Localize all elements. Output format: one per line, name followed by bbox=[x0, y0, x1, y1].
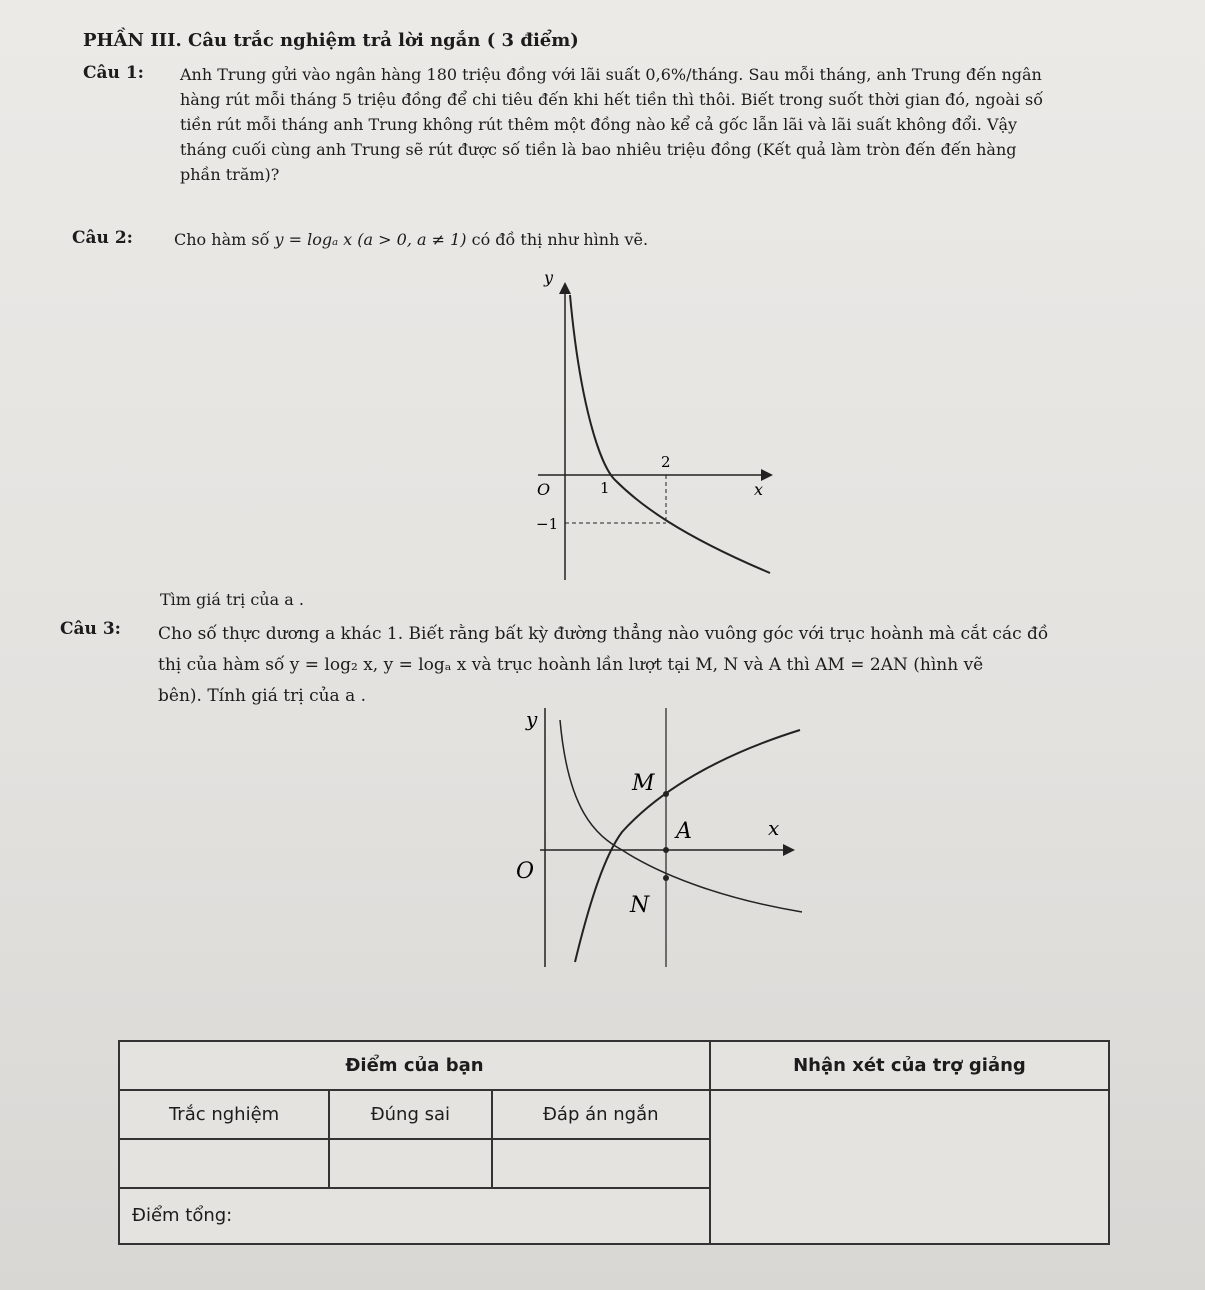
tf-score-cell[interactable] bbox=[329, 1139, 491, 1188]
total-score-cell: Điểm tổng: bbox=[119, 1188, 710, 1244]
score-table bbox=[118, 1040, 1110, 1245]
q3-x-label: x bbox=[768, 816, 780, 840]
q2-tick-x2: 2 bbox=[661, 453, 671, 471]
tutor-comment-header: Nhận xét của trợ giảng bbox=[710, 1041, 1109, 1090]
q1-line: hàng rút mỗi tháng 5 triệu đồng để chi tiêu đến khi hết tiền thì thôi. Biết trong suốt thời gian đó, ngoài số bbox=[180, 90, 1043, 109]
q1-line: Anh Trung gửi vào ngân hàng 180 triệu đồng với lãi suất 0,6%/tháng. Sau mỗi tháng, anh Trung đến ngân bbox=[180, 65, 1042, 84]
q2-question bbox=[160, 587, 304, 612]
q3-label-m: M bbox=[632, 771, 655, 796]
q3-line: Cho số thực dương a khác 1. Biết rằng bất kỳ đường thẳng nào vuông góc với trục hoành mà cắt các đồ bbox=[158, 624, 1049, 644]
q1-line: tiền rút mỗi tháng anh Trung không rút thêm một đồng nào kể cả gốc lẫn lãi và lãi suất không đổi. Vậy bbox=[180, 115, 1018, 134]
q3-curve-log2 bbox=[575, 730, 800, 962]
q2-tick-y: −1 bbox=[536, 515, 559, 533]
mc-score-cell[interactable] bbox=[119, 1139, 329, 1188]
q2-intro: Cho hàm số bbox=[174, 230, 270, 249]
q3-line: thị của hàm số y = log₂ x, y = logₐ x và trục hoành lần lượt tại M, N và A thì AM = 2AN (hình vẽ bbox=[158, 655, 984, 675]
q3-point-m bbox=[663, 791, 669, 797]
q3-label-a: A bbox=[676, 819, 692, 844]
q3-point-a bbox=[663, 847, 669, 853]
q2-graph bbox=[520, 265, 790, 585]
q2-y-label: y bbox=[544, 268, 554, 287]
your-score-header: Điểm của bạn bbox=[119, 1041, 710, 1090]
q1-line: tháng cuối cùng anh Trung sẽ rút được số tiền là bao nhiêu triệu đồng (Kết quả làm tròn đến đến hàng bbox=[180, 140, 1017, 159]
q3-graph bbox=[500, 700, 810, 970]
q3-label: Câu 3: bbox=[60, 619, 121, 639]
q2-outro: có đồ thị như hình vẽ. bbox=[471, 230, 649, 249]
q1-text bbox=[180, 62, 1043, 187]
q3-label-n: N bbox=[630, 893, 650, 918]
col-true-false: Đúng sai bbox=[329, 1090, 491, 1139]
q2-label: Câu 2: bbox=[72, 228, 133, 248]
short-score-cell[interactable] bbox=[492, 1139, 710, 1188]
col-multiple-choice: Trắc nghiệm bbox=[119, 1090, 329, 1139]
q3-curve-loga bbox=[560, 720, 802, 912]
q2-x-label: x bbox=[754, 480, 764, 499]
col-short-answer: Đáp án ngắn bbox=[492, 1090, 710, 1139]
q3-y-label: y bbox=[526, 707, 538, 731]
q1-label: Câu 1: bbox=[83, 63, 144, 83]
q2-text bbox=[174, 227, 648, 252]
tutor-comment-cell[interactable] bbox=[710, 1090, 1109, 1244]
q2-question-text: Tìm giá trị của a . bbox=[160, 590, 304, 609]
section-title: PHẦN III. Câu trắc nghiệm trả lời ngắn ( 3 điểm) bbox=[83, 30, 579, 51]
q3-text bbox=[158, 619, 1048, 712]
q3-origin-label: O bbox=[516, 859, 535, 884]
q3-line: bên). Tính giá trị của a . bbox=[158, 686, 367, 706]
q2-formula: y = logₐ x (a > 0, a ≠ 1) bbox=[274, 230, 467, 249]
q2-curve bbox=[570, 295, 770, 573]
q3-point-n bbox=[663, 875, 669, 881]
q1-line: phần trăm)? bbox=[180, 165, 280, 184]
q2-tick-x1: 1 bbox=[600, 479, 610, 497]
q2-origin-label: O bbox=[537, 480, 551, 499]
